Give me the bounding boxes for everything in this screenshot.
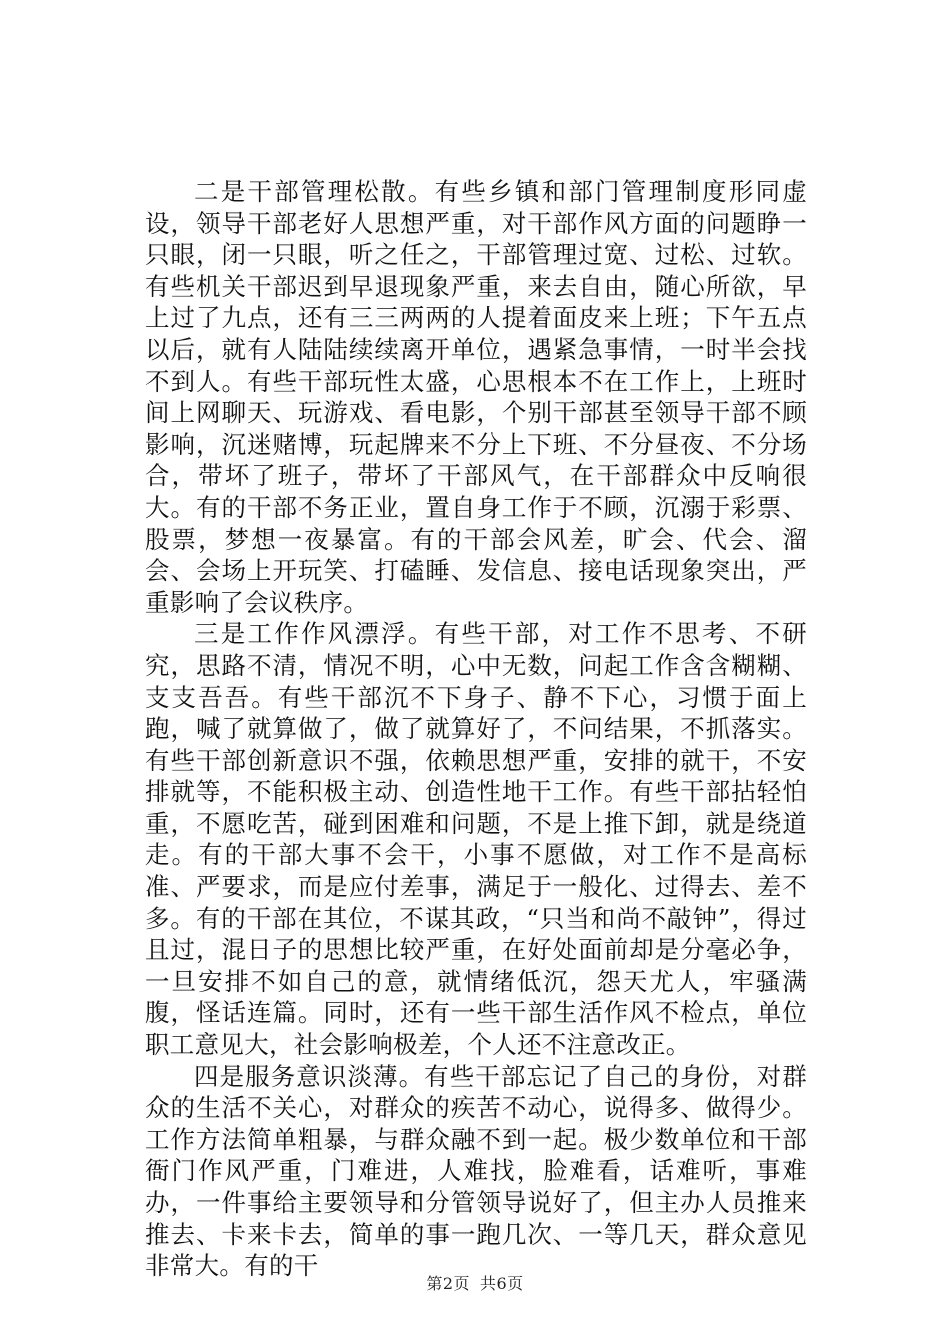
page-number: 第2页 (426, 1274, 470, 1293)
page-footer (0, 1271, 950, 1294)
paragraph-work-style: 三是工作作风漂浮。有些干部，对工作不思考、不研究，思路不清，情况不明，心中无数，问起工作含含糊糊、支支吾吾。有些干部沉不下身子、静不下心，习惯于面上跑，喊了就算做了，做了就算好了，不问结果，不抓落实。有些干部创新意识不强，依赖思想严重，安排的就干，不安排就等，不能积极主动、创造性地干工作。有些干部拈轻怕重，不愿吃苦，碰到困难和问题，不是上推下卸，就是绕道走。有的干部大事不会干，小事不愿做，对工作不是高标准、严要求，而是应付差事，满足于一般化、过得去、差不多。有的干部在其位，不谋其政，“只当和尚不敲钟”，得过且过，混日子的思想比较严重，在好处面前却是分毫必争，一旦安排不如自己的意，就情绪低沉，怨天尤人，牢骚满腹，怪话连篇。同时，还有一些干部生活作风不检点，单位职工意见大，社会影响极差，个人还不注意改正。 (145, 619, 807, 1060)
document-body (145, 176, 807, 1282)
page-total: 共6页 (480, 1274, 524, 1293)
paragraph-cadre-management: 二是干部管理松散。有些乡镇和部门管理制度形同虚设，领导干部老好人思想严重，对干部作风方面的问题睁一只眼，闭一只眼，听之任之，干部管理过宽、过松、过软。有些机关干部迟到早退现象严重，来去自由，随心所欲，早上过了九点，还有三三两两的人提着面皮来上班；下午五点以后，就有人陆陆续续离开单位，遇紧急事情，一时半会找不到人。有些干部玩性太盛，心思根本不在工作上，上班时间上网聊天、玩游戏、看电影，个别干部甚至领导干部不顾影响，沉迷赌博，玩起牌来不分上下班、不分昼夜、不分场合，带坏了班子，带坏了干部风气，在干部群众中反响很大。有的干部不务正业，置自身工作于不顾，沉溺于彩票、股票，梦想一夜暴富。有的干部会风差，旷会、代会、溜会、会场上开玩笑、打磕睡、发信息、接电话现象突出，严重影响了会议秩序。 (145, 177, 807, 617)
paragraph-service-awareness: 四是服务意识淡薄。有些干部忘记了自己的身份，对群众的生活不关心，对群众的疾苦不动心，说得多、做得少。工作方法简单粗暴，与群众融不到一起。极少数单位和干部衙门作风严重，门难进，人难找，脸难看，话难听，事难办，一件事给主要领导和分管领导说好了，但主办人员推来推去、卡来卡去，简单的事一跑几次、一等几天，群众意见非常大。有的干 (145, 1061, 807, 1281)
